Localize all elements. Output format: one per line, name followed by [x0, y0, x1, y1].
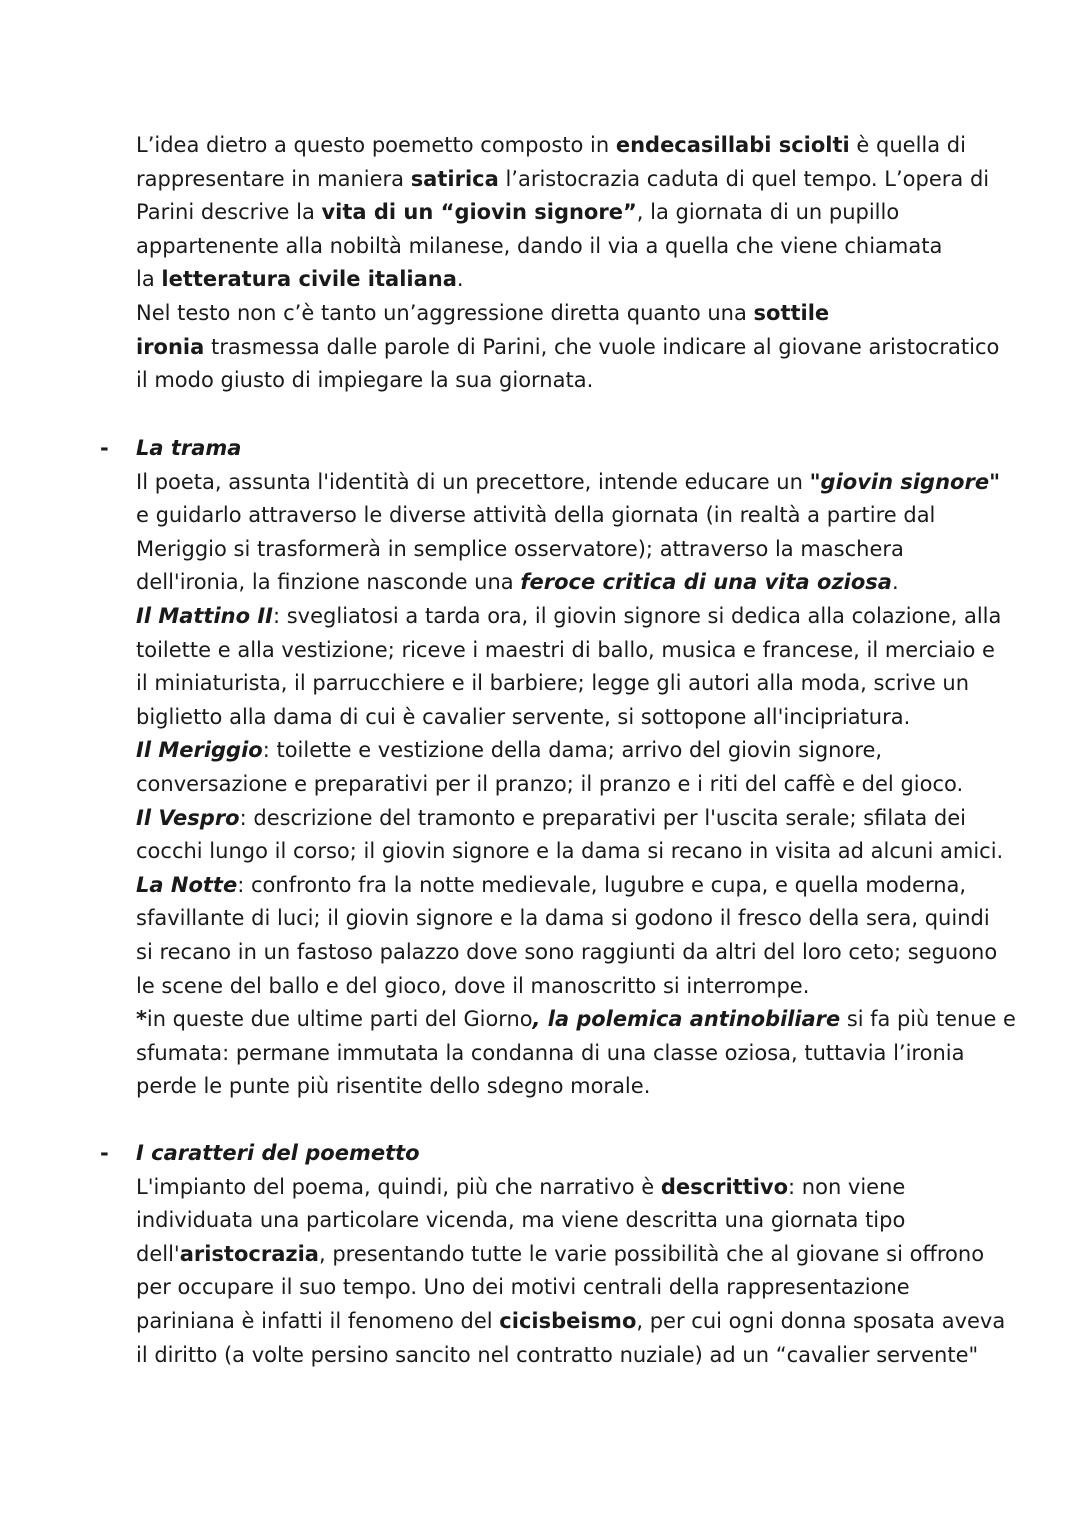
text-run: : toilette e vestizione della dama; arrivo del giovin signore, [262, 738, 883, 763]
text-run: aristocrazia [179, 1241, 319, 1266]
text-run: e guidarlo attraverso le diverse attività della giornata (in realtà a partire dal [136, 503, 936, 528]
caratteri-line [136, 1304, 1005, 1338]
text-run: è quella di [849, 133, 966, 157]
trama-line [136, 767, 963, 801]
text-run: sfumata: permane immutata la condanna di una classe oziosa, tuttavia l’ironia [136, 1040, 965, 1065]
text-run: conversazione e preparativi per il pranzo; il pranzo e i riti del caffè e del gioco. [136, 772, 964, 796]
text-run: in queste due ultime parti del Giorno [146, 1007, 533, 1032]
caratteri-line [136, 1136, 420, 1170]
text-run: l’aristocrazia caduta di quel tempo. L’opera di [498, 166, 990, 191]
trama-line [136, 1036, 964, 1070]
text-run: la [136, 267, 162, 292]
text-run: Il Mattino II [136, 604, 273, 628]
intro-line [136, 363, 593, 397]
trama-line [136, 733, 882, 767]
text-run: letteratura civile italiana [161, 267, 457, 292]
trama-line [136, 465, 1000, 499]
text-run: . [456, 267, 464, 292]
trama-line [136, 633, 995, 667]
text-run: L'impianto del poema, quindi, più che narrativo è [136, 1174, 661, 1199]
trama-line [136, 431, 241, 465]
text-run: vita di un “giovin signore” [321, 200, 637, 225]
intro-line [136, 262, 464, 296]
text-run: , presentando tutte le varie possibilità che al giovane si offrono [318, 1241, 985, 1266]
text-run: : confronto fra la notte medievale, lugubre e cupa, e quella moderna, [237, 872, 967, 897]
trama-line [136, 868, 966, 902]
text-run: Il Meriggio [136, 738, 263, 763]
text-run: sfavillante di luci; il giovin signore e la dama si godono il fresco della sera, quindi [136, 906, 990, 931]
caratteri-line [136, 1170, 905, 1204]
text-run: il modo giusto di impiegare la sua giornata. [136, 368, 594, 393]
text-run: cicisbeismo [499, 1309, 637, 1333]
text-run: L’idea dietro a questo poemetto composto in [136, 133, 616, 157]
text-run: Il poeta, assunta l'identità di un precettore, intende educare un [136, 469, 810, 494]
caratteri-line [136, 1270, 910, 1304]
text-run: appartenente alla nobiltà milanese, dando il via a quella che viene chiamata [136, 233, 943, 258]
intro-line [136, 162, 989, 196]
intro-line [136, 296, 829, 330]
text-run: ironia [136, 334, 205, 359]
text-run: biglietto alla dama di cui è cavalier servente, si sottopone all'incipriatura. [136, 704, 911, 729]
text-run: le scene del ballo e del gioco, dove il manoscritto si interrompe. [136, 973, 810, 998]
caratteri-line [136, 1203, 905, 1237]
text-run: dell'ironia, la finzione nasconde una [136, 570, 521, 595]
text-run: endecasillabi sciolti [615, 133, 850, 157]
text-run: dell' [136, 1241, 180, 1266]
caratteri-line [136, 1237, 984, 1271]
text-run: Parini descrive la [136, 200, 322, 225]
text-run: , la giornata di un pupillo [636, 200, 900, 225]
text-run: perde le punte più risentite dello sdegno morale. [136, 1074, 651, 1099]
trama-line [136, 599, 1001, 633]
text-run: La trama [136, 436, 242, 460]
intro-line [136, 330, 999, 364]
text-run: "giovin signore" [809, 469, 1001, 494]
intro-line [136, 195, 899, 229]
trama-line [136, 935, 997, 969]
text-run: , per cui ogni donna sposata aveva [636, 1309, 1006, 1333]
bullet-trama: - [100, 436, 109, 460]
text-run: cocchi lungo il corso; il giovin signore e la dama si recano in visita ad alcuni amici. [136, 839, 1004, 864]
text-run: si recano in un fastoso palazzo dove sono raggiunti da altri del loro ceto; seguono [136, 940, 998, 964]
text-run: il miniaturista, il parrucchiere e il barbiere; legge gli autori alla moda, scrive un [136, 671, 970, 696]
intro-line [136, 128, 966, 162]
text-run: Meriggio si trasformerà in semplice osservatore); attraverso la maschera [136, 536, 904, 561]
trama-line [136, 498, 935, 532]
trama-line [136, 565, 899, 599]
text-run: La Notte [136, 872, 238, 897]
text-run: , la polemica antinobiliare [532, 1007, 841, 1032]
text-run: I caratteri del poemetto [136, 1141, 420, 1165]
trama-line [136, 834, 1003, 868]
text-run: * [136, 1007, 147, 1032]
text-run: toilette e alla vestizione; riceve i maestri di ballo, musica e francese, il merciaio e [136, 637, 995, 662]
text-run: descrittivo [660, 1174, 789, 1199]
trama-line [136, 901, 990, 935]
text-run: : non viene [788, 1174, 906, 1199]
text-run: : descrizione del tramonto e preparativi per l'uscita serale; sfilata dei [239, 805, 966, 830]
text-run: feroce critica di una vita oziosa [520, 570, 892, 595]
text-run: si fa più tenue e [840, 1007, 1016, 1032]
caratteri-line [136, 1338, 978, 1372]
text-run: : svegliatosi a tarda ora, il giovin signore si dedica alla colazione, alla [272, 604, 1002, 628]
text-run: per occupare il suo tempo. Uno dei motivi centrali della rappresentazione [136, 1275, 910, 1300]
trama-line [136, 969, 809, 1003]
bullet-caratteri: - [100, 1141, 109, 1165]
text-run: . [891, 570, 899, 595]
trama-line [136, 700, 910, 734]
text-run: satirica [410, 166, 499, 191]
text-run: il diritto (a volte persino sancito nel contratto nuziale) ad un “cavalier servente" [136, 1342, 979, 1367]
intro-line [136, 229, 942, 263]
trama-line [136, 1002, 1016, 1036]
text-run: rappresentare in maniera [136, 166, 411, 191]
text-run: individuata una particolare vicenda, ma viene descritta una giornata tipo [136, 1208, 906, 1233]
trama-line [136, 801, 966, 835]
text-run: pariniana è infatti il fenomeno del [136, 1309, 500, 1333]
trama-line [136, 666, 969, 700]
text-run: sottile [753, 301, 830, 325]
text-run: trasmessa dalle parole di Parini, che vuole indicare al giovane aristocratico [204, 334, 1000, 359]
trama-line [136, 1069, 650, 1103]
text-run: Il Vespro [136, 805, 240, 830]
trama-line [136, 532, 904, 566]
text-run: Nel testo non c’è tanto un’aggressione diretta quanto una [136, 301, 754, 325]
